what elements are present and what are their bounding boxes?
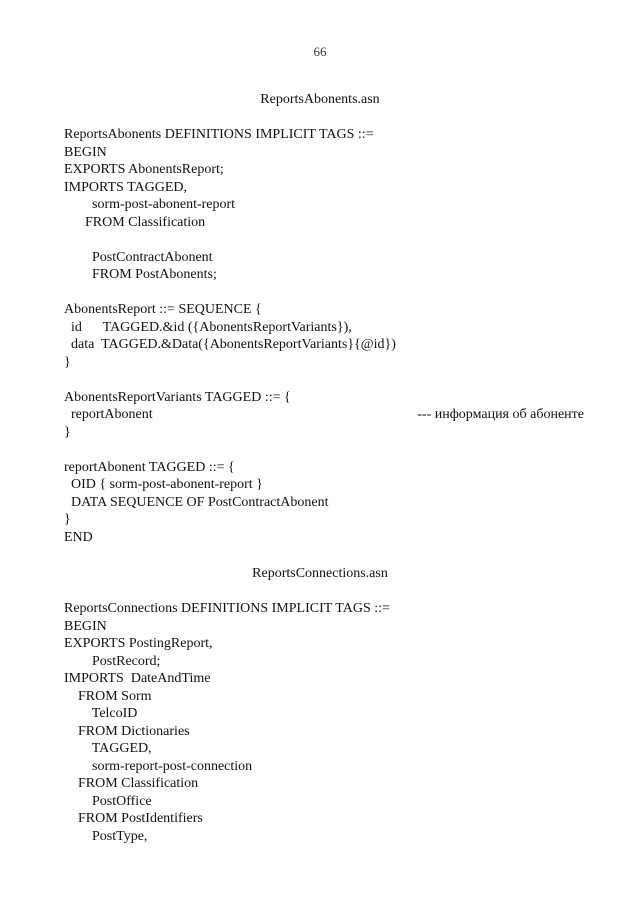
code-line: IMPORTS DateAndTime [64,671,211,686]
code-line [64,371,584,389]
code-line: PostContractAbonent [64,249,213,265]
code-line: } [64,512,71,527]
code-line: FROM Dictionaries [64,723,190,739]
code-line: FROM PostIdentifiers [64,811,203,826]
code-line: ReportsAbonents DEFINITIONS IMPLICIT TAGS ::= [64,127,374,142]
code-line: PostOffice [64,793,152,809]
code-line: ReportsConnections DEFINITIONS IMPLICIT TAGS ::= [64,601,390,616]
code-line: OID { sorm-post-abonent-report } [64,477,263,492]
code-line: EXPORTS AbonentsReport; [64,162,224,177]
code-line: IMPORTS TAGGED, [64,179,188,195]
code-line: reportAbonent TAGGED ::= { [64,459,235,475]
code-line: sorm-report-post-connection [64,758,253,774]
code-line: data TAGGED.&Data({AbonentsReportVariants}{@id}) [64,337,396,352]
code-line [64,441,584,459]
code-block-reports-abonents [64,126,584,546]
code-line: BEGIN [64,618,107,634]
code-line: FROM Sorm [64,688,152,704]
code-line: TelcoID [64,706,138,721]
section-title-reports-connections: ReportsConnections.asn [252,566,388,581]
code-line: sorm-post-abonent-report [64,197,236,212]
code-line: AbonentsReport ::= SEQUENCE { [64,302,262,317]
code-line: PostType, [64,828,148,844]
code-line: BEGIN [64,144,107,160]
code-line: TAGGED, [64,741,152,756]
code-line: } [64,424,71,440]
code-line: FROM PostAbonents; [64,267,217,282]
variant-comment: --- информация об абоненте [417,407,584,422]
code-line: id TAGGED.&id ({AbonentsReportVariants}), [64,319,352,335]
code-line: FROM Classification [64,214,206,230]
section-title-reports-abonents: ReportsAbonents.asn [260,92,380,107]
variant-line [64,406,584,424]
code-line: FROM Classification [64,776,199,791]
code-block-reports-connections [64,600,584,845]
code-line: EXPORTS PostingReport, [64,636,213,651]
variant-item: reportAbonent [64,407,153,422]
code-line [64,284,584,302]
code-line: END [64,529,93,545]
code-line: } [64,354,71,370]
code-line: AbonentsReportVariants TAGGED ::= { [64,389,291,405]
page-number: 66 [313,44,327,59]
code-line: PostRecord; [64,653,161,669]
code-line: DATA SEQUENCE OF PostContractAbonent [64,494,329,510]
code-line [64,231,584,249]
